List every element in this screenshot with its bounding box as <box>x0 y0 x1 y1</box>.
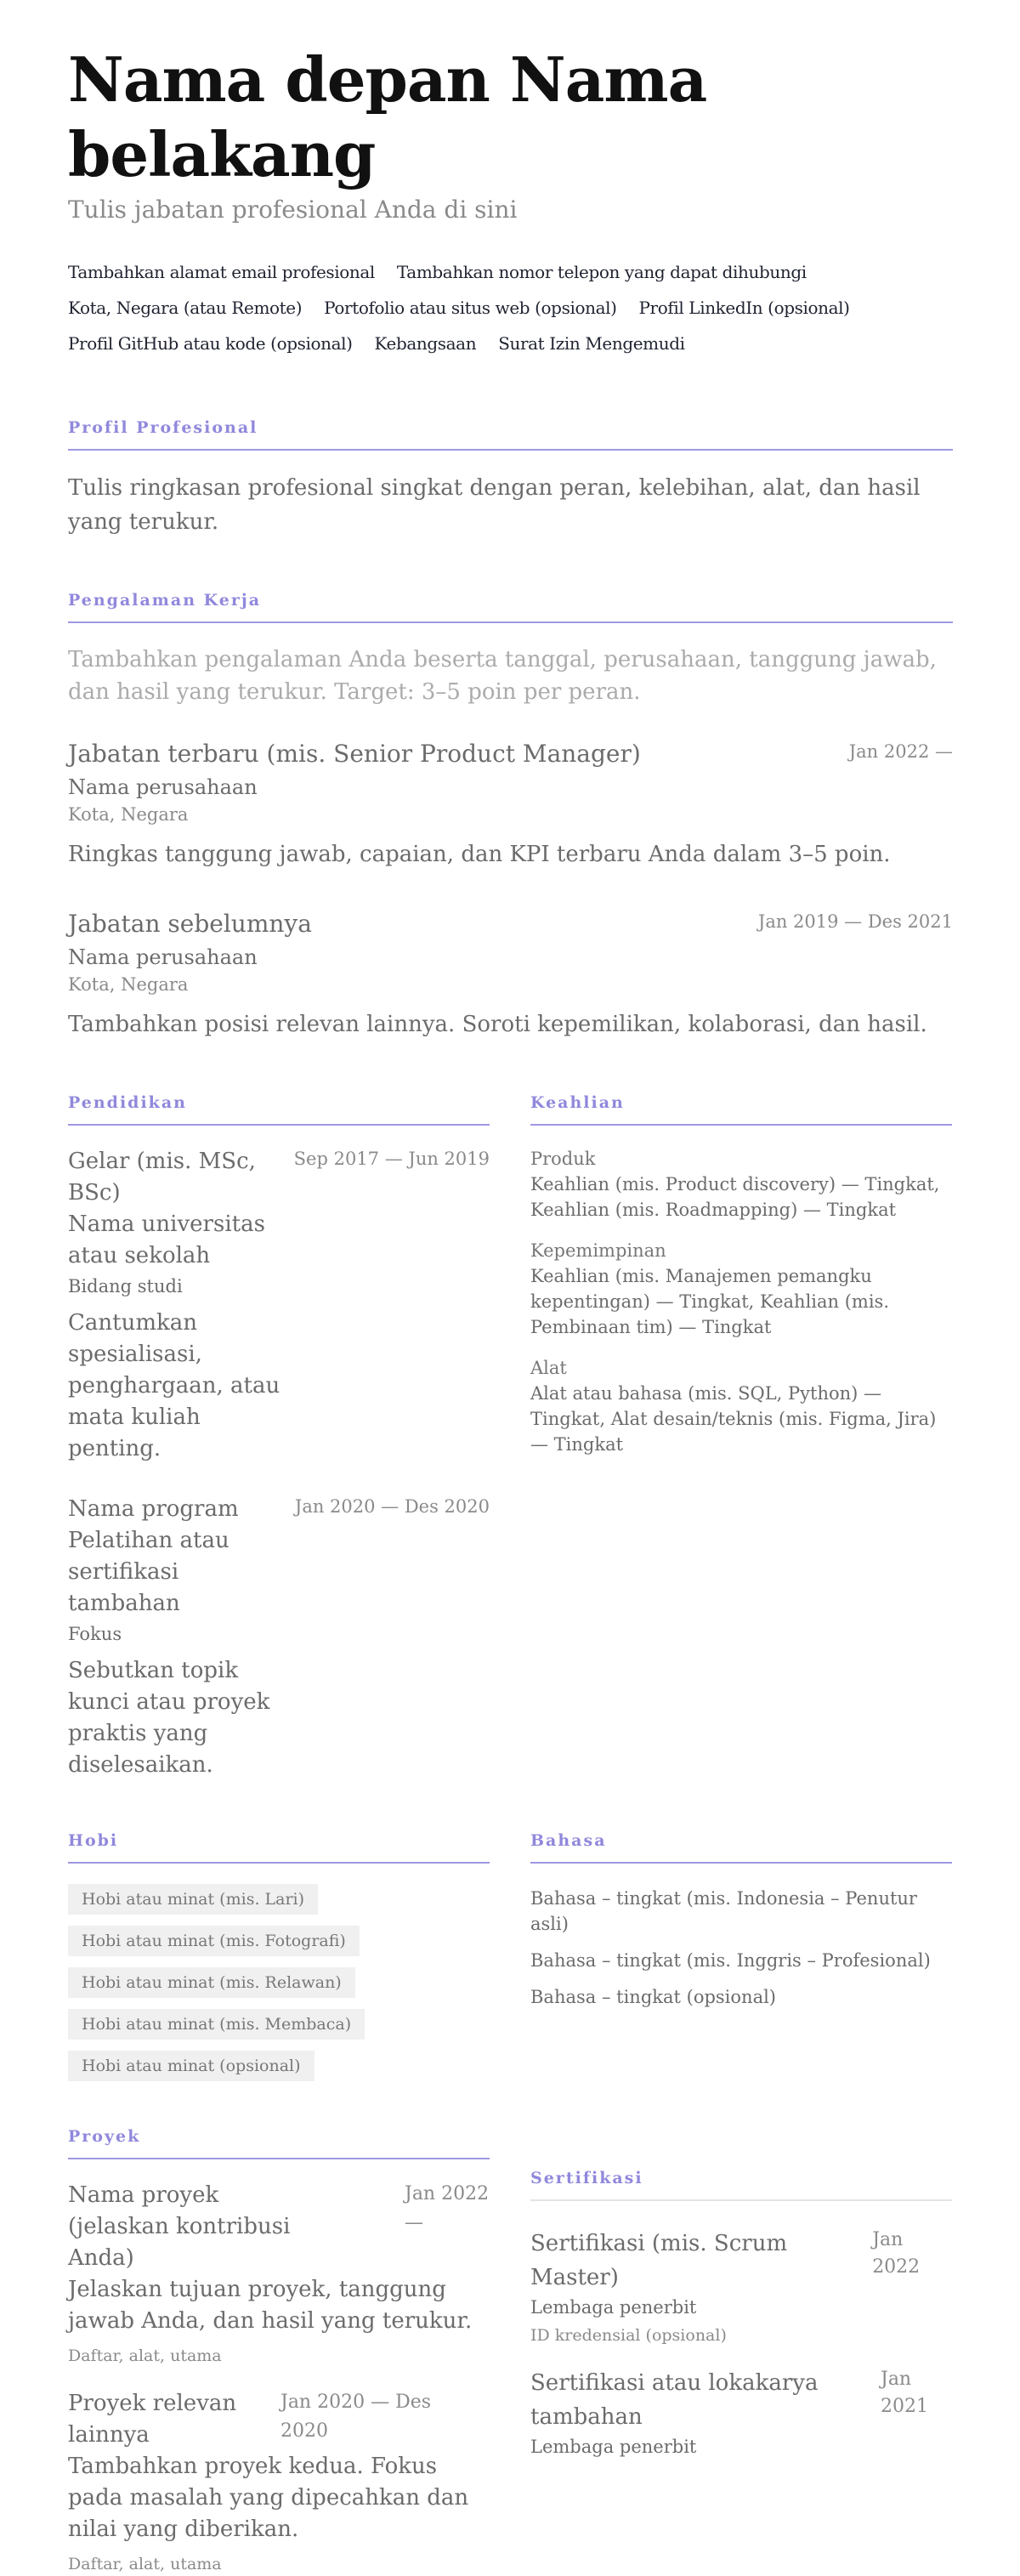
education-section <box>68 1092 490 1781</box>
projects-section <box>68 2126 490 2576</box>
experience-section <box>68 590 953 1041</box>
project-date[interactable]: Jan 2020 — Des 2020 <box>280 2392 432 2442</box>
certification-date[interactable]: Jan 2021 <box>881 2369 928 2417</box>
skill-items[interactable]: Keahlian (mis. Manajemen pemangku kepentingan) — Tingkat, Keahlian (mis. Pembinaan tim) — Tingkat <box>530 1266 890 1337</box>
certification-date[interactable]: Jan 2022 <box>872 2229 921 2278</box>
certification-issuer[interactable]: Lembaga penerbit <box>530 2297 697 2318</box>
section-heading: Hobi <box>68 1830 490 1864</box>
section-heading: Profil Profesional <box>68 417 953 451</box>
contact-nationality[interactable]: Kebangsaan <box>374 333 477 354</box>
contact-portfolio[interactable]: Portofolio atau situs web (opsional) <box>324 298 617 318</box>
contact-linkedin[interactable]: Profil LinkedIn (opsional) <box>638 298 850 318</box>
hobby-chip[interactable]: Hobi atau minat (mis. Lari) <box>68 1884 318 1915</box>
education-date[interactable]: Sep 2017 — Jun 2019 <box>293 1149 490 1169</box>
contact-row <box>68 254 953 290</box>
school[interactable]: Pelatihan atau sertifikasi tambahan <box>68 1528 230 1616</box>
two-column-row <box>68 1830 953 2092</box>
contact-row <box>68 326 953 361</box>
skills-section <box>530 1092 952 1781</box>
skill-group <box>530 1355 952 1457</box>
certification-entry <box>530 2366 952 2460</box>
skill-category[interactable]: Alat <box>530 1358 567 1378</box>
section-heading: Keahlian <box>530 1092 952 1126</box>
project-date[interactable]: Jan 2022 — <box>405 2183 490 2233</box>
hobby-chip[interactable]: Hobi atau minat (mis. Fotografi) <box>68 1926 360 1956</box>
project-description[interactable]: Jelaskan tujuan proyek, tanggung jawab Anda, dan hasil yang terukur. <box>68 2277 473 2334</box>
section-heading: Pendidikan <box>68 1092 490 1126</box>
field-of-study[interactable]: Bidang studi <box>68 1276 183 1297</box>
credential-id[interactable]: ID kredensial (opsional) <box>530 2326 727 2345</box>
contact-row <box>68 290 953 326</box>
school[interactable]: Nama universitas atau sekolah <box>68 1211 265 1268</box>
job-description[interactable]: Ringkas tanggung jawab, capaian, dan KPI terbaru Anda dalam 3–5 poin. <box>68 842 891 867</box>
two-column-row <box>68 2126 953 2576</box>
hobby-chip[interactable]: Hobi atau minat (mis. Relawan) <box>68 1967 355 1998</box>
contact-github[interactable]: Profil GitHub atau kode (opsional) <box>68 333 353 354</box>
project-title[interactable]: Nama proyek (jelaskan kontribusi Anda) <box>68 2182 291 2271</box>
two-column-row <box>68 1092 953 1781</box>
certification-title[interactable]: Sertifikasi atau lokakarya tambahan <box>530 2370 819 2430</box>
job-date[interactable]: Jan 2019 — Des 2021 <box>757 911 953 932</box>
job-company[interactable]: Nama perusahaan <box>68 775 258 799</box>
job-date[interactable]: Jan 2022 — <box>848 741 953 762</box>
job-title[interactable]: Jabatan terbaru (mis. Senior Product Manager) <box>68 740 641 768</box>
field-of-study[interactable]: Fokus <box>68 1624 122 1644</box>
contact-info <box>68 254 953 361</box>
section-heading: Sertifikasi <box>530 2168 952 2201</box>
skill-group <box>530 1146 952 1223</box>
project-entry <box>68 2388 490 2576</box>
education-date[interactable]: Jan 2020 — Des 2020 <box>294 1496 490 1517</box>
job-title[interactable]: Jabatan sebelumnya <box>68 910 312 938</box>
certification-title[interactable]: Sertifikasi (mis. Scrum Master) <box>530 2231 788 2290</box>
hobby-chip[interactable]: Hobi atau minat (mis. Membaca) <box>68 2009 365 2040</box>
section-heading: Proyek <box>68 2126 490 2159</box>
degree[interactable]: Nama program <box>68 1496 239 1522</box>
hobby-chip[interactable]: Hobi atau minat (opsional) <box>68 2051 314 2081</box>
skill-items[interactable]: Alat atau bahasa (mis. SQL, Python) — Tingkat, Alat desain/teknis (mis. Figma, Jira) — Tingkat <box>530 1383 937 1455</box>
certification-entry <box>530 2227 952 2347</box>
contact-email[interactable]: Tambahkan alamat email profesional <box>68 262 375 282</box>
experience-intro[interactable]: Tambahkan pengalaman Anda beserta tanggal, perusahaan, tanggung jawab, dan hasil yang terukur. Target: 3–5 poin per peran. <box>68 647 937 705</box>
project-tech[interactable]: Daftar, alat, utama <box>68 2346 222 2365</box>
contact-driving-license[interactable]: Surat Izin Mengemudi <box>498 333 685 354</box>
education-description[interactable]: Sebutkan topik kunci atau proyek praktis yang diselesaikan. <box>68 1658 270 1778</box>
education-entry <box>68 1146 490 1465</box>
job-title: Tulis jabatan profesional Anda di sini <box>68 196 518 224</box>
profile-section <box>68 417 953 539</box>
skill-items[interactable]: Keahlian (mis. Product discovery) — Tingkat, Keahlian (mis. Roadmapping) — Tingkat <box>530 1174 940 1220</box>
project-entry <box>68 2180 490 2368</box>
job-entry <box>68 909 953 1041</box>
job-entry <box>68 739 953 871</box>
project-tech[interactable]: Daftar, alat, utama <box>68 2555 222 2573</box>
resume-header <box>68 43 953 361</box>
profile-summary[interactable]: Tulis ringkasan profesional singkat dengan peran, kelebihan, alat, dan hasil yang terukur. <box>68 475 921 535</box>
language-item[interactable]: Bahasa – tingkat (mis. Inggris – Profesional) <box>530 1950 931 1971</box>
section-heading: Bahasa <box>530 1830 952 1864</box>
project-title[interactable]: Proyek relevan lainnya <box>68 2391 237 2448</box>
contact-location[interactable]: Kota, Negara (atau Remote) <box>68 298 303 318</box>
skill-category[interactable]: Kepemimpinan <box>530 1240 666 1261</box>
project-description[interactable]: Tambahkan proyek kedua. Fokus pada masalah yang dipecahkan dan nilai yang diberikan. <box>68 2454 469 2542</box>
education-description[interactable]: Cantumkan spesialisasi, penghargaan, atau mata kuliah penting. <box>68 1310 280 1461</box>
degree[interactable]: Gelar (mis. MSc, BSc) <box>68 1149 256 1206</box>
hobbies-section <box>68 1830 490 2092</box>
languages-section <box>530 1830 952 2092</box>
job-description[interactable]: Tambahkan posisi relevan lainnya. Soroti kepemilikan, kolaborasi, dan hasil. <box>68 1012 927 1037</box>
certification-issuer[interactable]: Lembaga penerbit <box>530 2437 697 2457</box>
section-heading: Pengalaman Kerja <box>68 590 953 623</box>
language-item[interactable]: Bahasa – tingkat (opsional) <box>530 1987 776 2007</box>
certifications-section <box>530 2168 952 2576</box>
education-entry <box>68 1494 490 1781</box>
skill-group <box>530 1238 952 1340</box>
contact-phone[interactable]: Tambahkan nomor telepon yang dapat dihubungi <box>396 262 807 282</box>
job-location[interactable]: Kota, Negara <box>68 804 189 825</box>
full-name: Nama depan Nama belakang <box>68 43 707 190</box>
job-company[interactable]: Nama perusahaan <box>68 945 258 969</box>
job-location[interactable]: Kota, Negara <box>68 974 189 995</box>
skill-category[interactable]: Produk <box>530 1149 596 1169</box>
language-item[interactable]: Bahasa – tingkat (mis. Indonesia – Penutur asli) <box>530 1888 917 1934</box>
